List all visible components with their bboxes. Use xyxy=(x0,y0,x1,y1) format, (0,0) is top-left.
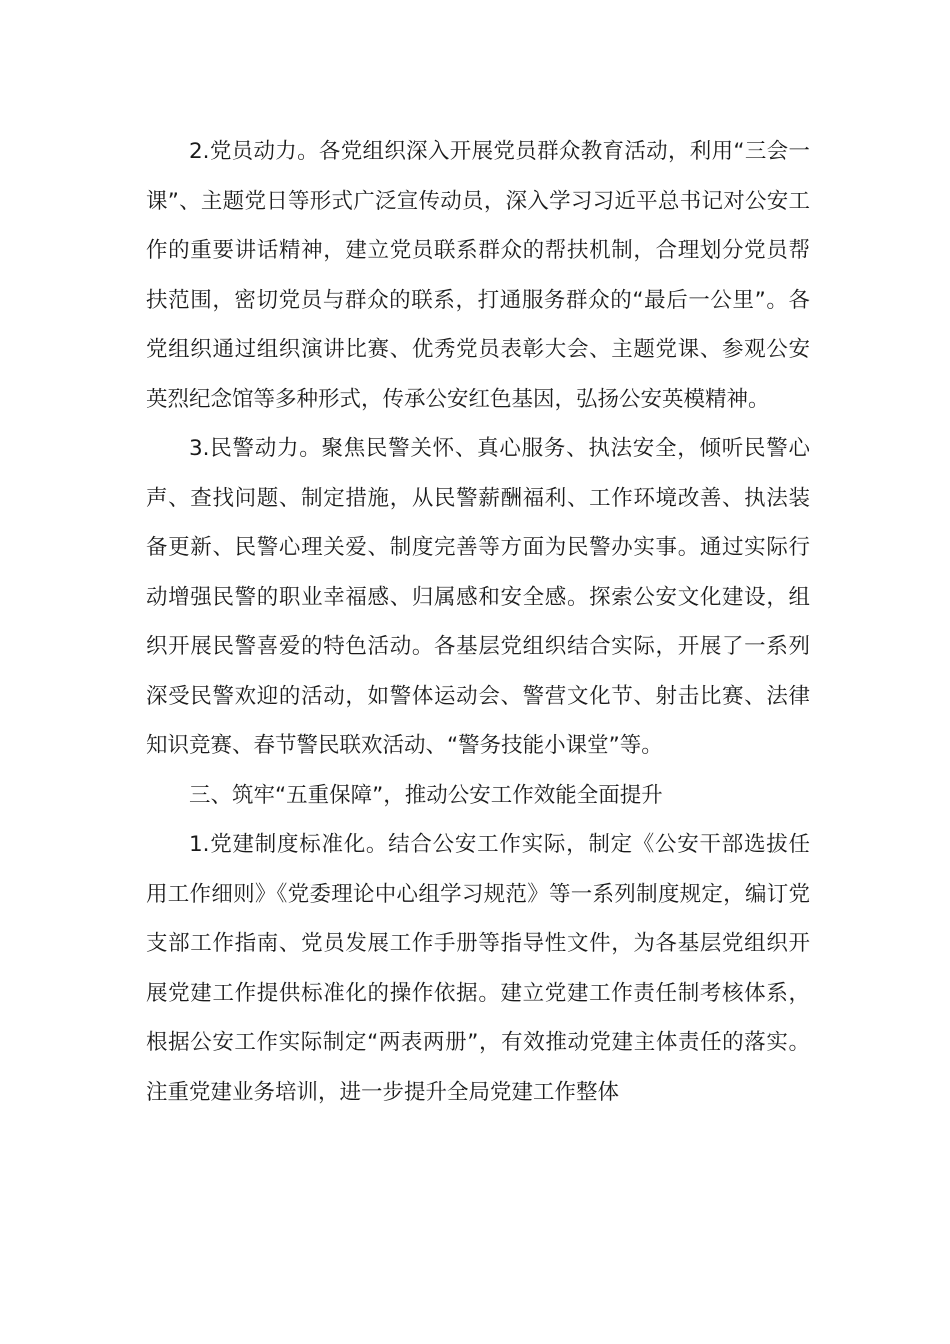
paragraph-police-power: 3.民警动力。聚焦民警关怀、真心服务、执法安全，倾听民警心声、查找问题、制定措施，从民警薪酬福利、工作环境改善、执法装备更新、民警心理关爱、制度完善等方面为民警办实事。通过实际行动增强民警的职业幸福感、归属感和安全感。探索公安文化建设，组织开展民警喜爱的特色活动。各基层党组织结合实际，开展了一系列深受民警欢迎的活动，如警体运动会、警营文化节、射击比赛、法律知识竞赛、春节警民联欢活动、“警务技能小课堂”等。 xyxy=(146,436,810,758)
paragraph-party-member-power: 2.党员动力。各党组织深入开展党员群众教育活动，利用“三会一课”、主题党日等形式广泛宣传动员，深入学习习近平总书记对公安工作的重要讲话精神，建立党员联系群众的帮扶机制，合理划分党员帮扶范围，密切党员与群众的联系，打通服务群众的“最后一公里”。各党组织通过组织演讲比赛、优秀党员表彰大会、主题党课、参观公安英烈纪念馆等多种形式，传承公安红色基因，弘扬公安英模精神。 xyxy=(146,139,810,412)
paragraph-party-building-standardization: 1.党建制度标准化。结合公安工作实际，制定《公安干部选拔任用工作细则》《党委理论中心组学习规范》等一系列制度规定，编订党支部工作指南、党员发展工作手册等指导性文件，为各基层党组织开展党建工作提供标准化的操作依据。建立党建工作责任制考核体系，根据公安工作实际制定“两表两册”，有效推动党建主体责任的落实。注重党建业务培训，进一步提升全局党建工作整体 xyxy=(146,832,810,1105)
section-heading-five-guarantees: 三、筑牢“五重保障”，推动公安工作效能全面提升 xyxy=(189,782,663,808)
document-body xyxy=(146,127,810,1117)
